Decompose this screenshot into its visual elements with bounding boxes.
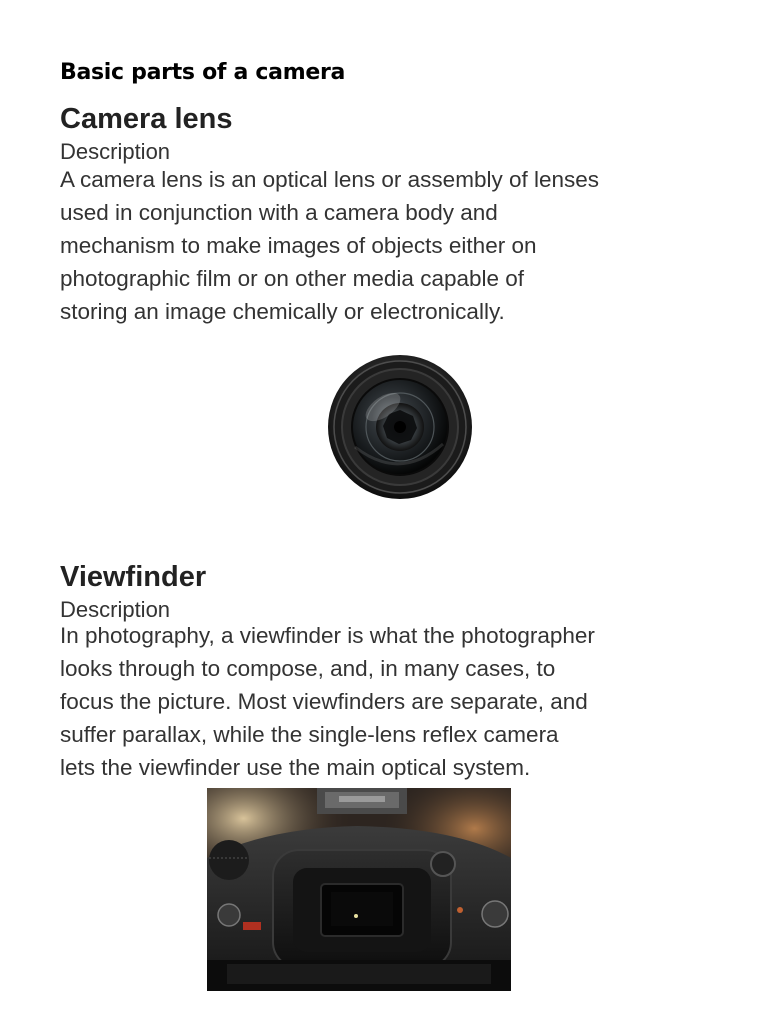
viewfinder-line: suffer parallax, while the single-lens reflex camera [60, 722, 559, 747]
viewfinder-line: lets the viewfinder use the main optical system. [60, 755, 531, 780]
camera-lens-description-label: Description [60, 139, 171, 164]
camera-lens-heading: Camera lens [60, 103, 233, 135]
viewfinder-line: In photography, a viewfinder is what the photographer [60, 623, 595, 648]
viewfinder-heading: Viewfinder [60, 561, 207, 593]
viewfinder-line: focus the picture. Most viewfinders are separate, and [60, 689, 588, 714]
camera-lens-line: mechanism to make images of objects either on [60, 233, 537, 258]
camera-lens-description [60, 163, 640, 328]
viewfinder-image [207, 788, 511, 991]
viewfinder-description [60, 619, 640, 784]
viewfinder-line: looks through to compose, and, in many cases, to [60, 656, 556, 681]
camera-lens-line: A camera lens is an optical lens or assembly of lenses [60, 167, 600, 192]
document-title: Basic parts of a camera [60, 60, 346, 85]
camera-lens-line: used in conjunction with a camera body and [60, 200, 498, 225]
camera-lens-line: photographic film or on other media capable of [60, 266, 525, 291]
camera-lens-image [325, 352, 475, 502]
camera-lens-line: storing an image chemically or electronically. [60, 299, 505, 324]
viewfinder-description-label: Description [60, 597, 171, 622]
